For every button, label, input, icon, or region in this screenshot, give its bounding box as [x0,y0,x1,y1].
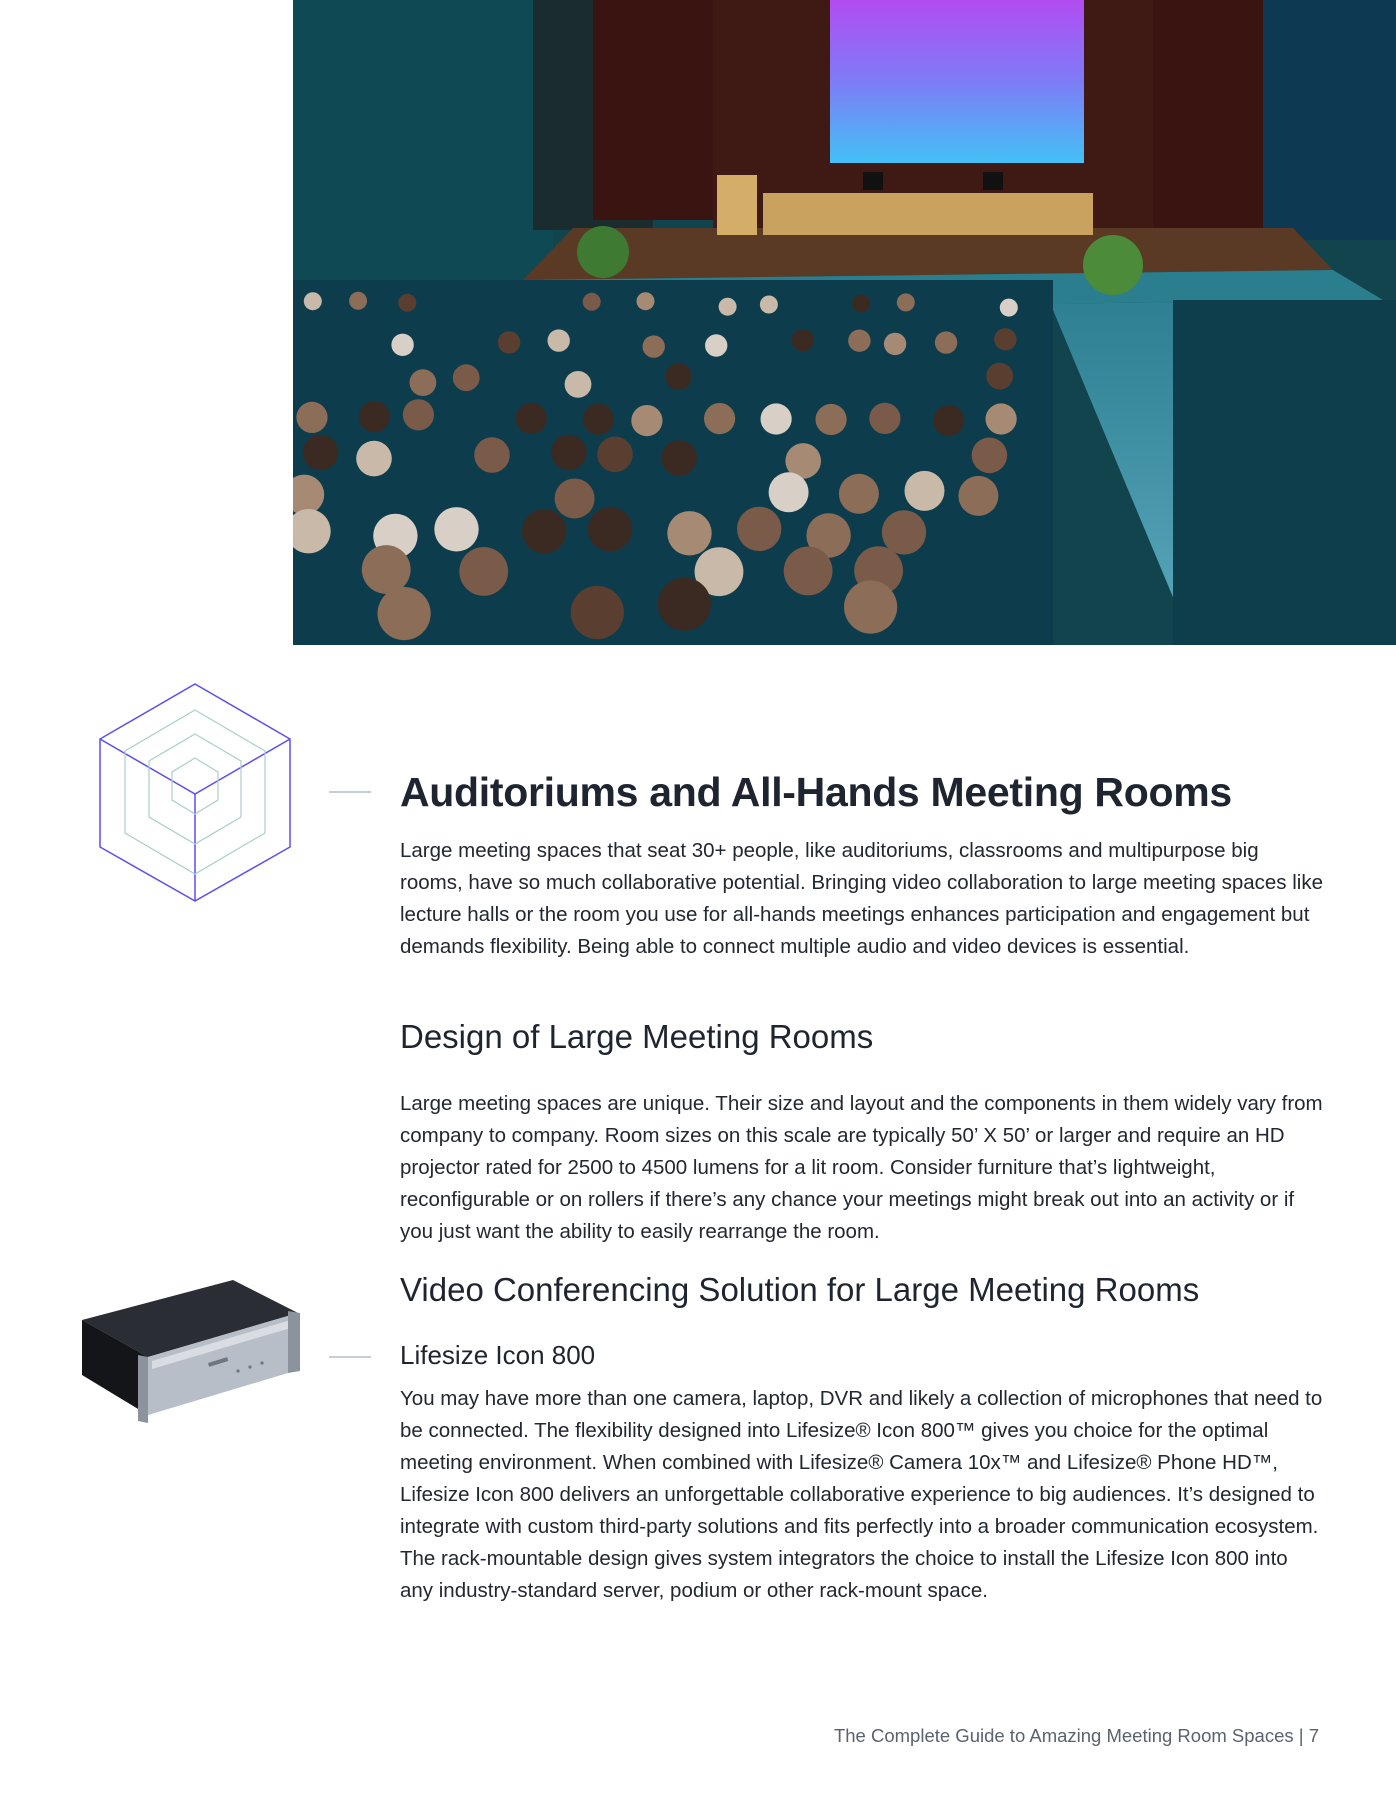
audience-head [705,334,727,356]
audience-head [958,476,998,516]
audience-head [410,369,437,396]
audience-head [551,435,587,471]
audience-head [986,363,1013,390]
audience-head [459,547,508,596]
audience-head [884,333,906,355]
audience-head [349,292,367,310]
audience-head [848,330,870,352]
audience-head [882,510,926,554]
audience-head [816,404,847,435]
audience-head [565,371,592,398]
audience-head [571,586,624,639]
audience-head [637,292,655,310]
auditorium-photo [293,0,1396,645]
solution-paragraph: You may have more than one camera, laptop, DVR and likely a collection of microphones that need to be connected. The flexibility designed into Lifesize® Icon 800™ gives you choice for the optimal meeting environment. When combined with Lifesize® Camera 10x™ and Lifesize® Phone HD™, Lifesize Icon 800 delivers an unforgettable collaborative experience to big audiences. It’s designed to integrate with custom third-party solutions and fits perfectly into a broader communication ecosystem. The rack-mountable design gives system integrators the choice to install the Lifesize Icon 800 into any industry-standard server, podium or other rack-mount space. [400,1387,1323,1602]
intro-paragraph: Large meeting spaces that seat 30+ people, like auditoriums, classrooms and multipurpose big rooms, have so much collaborative potential. Bringing video collaboration to large meeting spaces like lecture halls or the room you use for all-hands meetings enhances participation and engagement but demands flexibility. Being able to connect multiple audio and video devices is essential. [400,839,1324,958]
audience-head [631,405,662,436]
audience-head [588,507,632,551]
audience-head [356,441,392,477]
audience-head [303,435,339,471]
audience-head [769,472,809,512]
audience-head [737,507,781,551]
audience-head [905,471,945,511]
audience-head [761,403,792,434]
audience-head [378,587,431,640]
audience-head [667,511,711,555]
audience-head [516,403,547,434]
audience-head [935,331,957,353]
audience-head [296,402,327,433]
audience-head [869,403,900,434]
product-name: Lifesize Icon 800 [400,1340,596,1370]
audience-head [784,547,833,596]
audience-head [304,292,322,310]
audience-head [839,474,879,514]
design-heading: Design of Large Meeting Rooms [400,1018,874,1055]
solution-heading: Video Conferencing Solution for Large Meeting Rooms [400,1271,1200,1308]
audience-head [498,331,520,353]
audience-head [933,405,964,436]
page-title: Auditoriums and All-Hands Meeting Rooms [400,769,1232,815]
audience-head [661,440,697,476]
audience-head [434,507,478,551]
audience-head [391,334,413,356]
product-marker-line [329,1356,371,1358]
audience-head [359,401,390,432]
audience-head [597,437,633,473]
icon-800-device-image [78,1275,302,1430]
audience-head [719,298,737,316]
audience-head [583,404,614,435]
audience-head [665,363,692,390]
audience-head [897,293,915,311]
audience-head [658,578,711,631]
audience-head [398,294,416,312]
audience-head [1000,299,1018,317]
audience-head [852,295,870,313]
audience-head [844,580,897,633]
audience-head [474,437,510,473]
audience-head [994,328,1016,350]
audience-head [986,403,1017,434]
audience-head [792,329,814,351]
audience-head [453,364,480,391]
audience-head [704,403,735,434]
audience-head [643,335,665,357]
audience-head [522,509,566,553]
audience-head [583,293,601,311]
audience-head [555,479,595,519]
audience-head [760,296,778,314]
audience-head [403,399,434,430]
audience-head [362,545,411,594]
audience-head [972,438,1008,474]
cube-icon [98,682,292,902]
design-paragraph: Large meeting spaces are unique. Their size and layout and the components in them widely vary from company to company. Room sizes on this scale are typically 50’ X 50’ or larger and require an HD projector rated for 2500 to 4500 lumens for a lit room. Consider furniture that’s lightweight, reconfigurable or on rollers if there’s any chance your meetings might break out into an activity or if you just want the ability to easily rearrange the room. [400,1092,1323,1243]
section-marker-line [329,791,371,793]
audience-head [548,329,570,351]
page-footer: The Complete Guide to Amazing Meeting Room Spaces | 7 [833,1725,1319,1746]
